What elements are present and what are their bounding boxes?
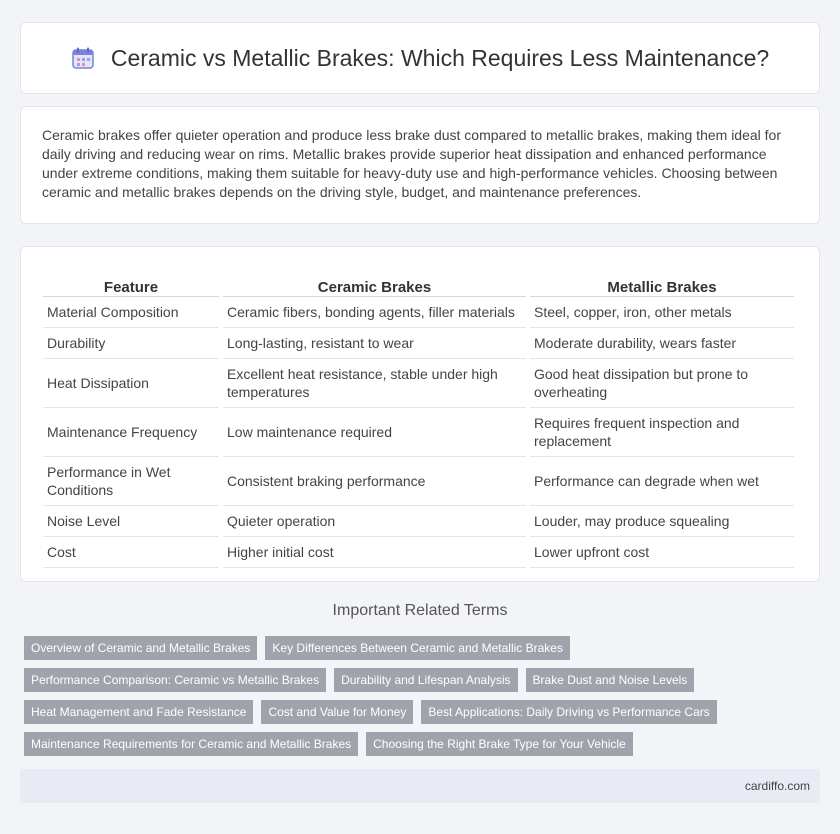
comparison-table (39, 266, 798, 568)
related-term-tag[interactable]: Cost and Value for Money (261, 700, 413, 724)
page-header (20, 22, 820, 94)
table-cell: Low maintenance required (223, 408, 526, 457)
table-row (43, 297, 794, 328)
table-cell: Excellent heat resistance, stable under high temperatures (223, 359, 526, 408)
table-cell: Moderate durability, wears faster (530, 328, 794, 359)
table-cell: Higher initial cost (223, 537, 526, 568)
page-title: Ceramic vs Metallic Brakes: Which Requires Less Maintenance? (110, 44, 770, 71)
table-cell: Heat Dissipation (43, 359, 219, 408)
column-header: Feature (43, 266, 219, 297)
table-row (43, 457, 794, 506)
table-cell: Lower upfront cost (530, 537, 794, 568)
table-cell: Long-lasting, resistant to wear (223, 328, 526, 359)
related-term-tag[interactable]: Heat Management and Fade Resistance (24, 700, 253, 724)
comparison-table-card (20, 246, 820, 582)
related-term-tag[interactable]: Performance Comparison: Ceramic vs Metallic Brakes (24, 668, 326, 692)
calendar-icon (71, 46, 95, 70)
related-term-tag[interactable]: Key Differences Between Ceramic and Metallic Brakes (265, 636, 570, 660)
table-cell: Steel, copper, iron, other metals (530, 297, 794, 328)
table-cell: Requires frequent inspection and replacement (530, 408, 794, 457)
column-header: Ceramic Brakes (223, 266, 526, 297)
table-cell: Material Composition (43, 297, 219, 328)
related-term-tag[interactable]: Choosing the Right Brake Type for Your Vehicle (366, 732, 633, 756)
page-footer (20, 769, 820, 803)
table-row (43, 359, 794, 408)
table-cell: Consistent braking performance (223, 457, 526, 506)
related-term-tag[interactable]: Overview of Ceramic and Metallic Brakes (24, 636, 257, 660)
column-header: Metallic Brakes (530, 266, 794, 297)
related-term-tag[interactable]: Durability and Lifespan Analysis (334, 668, 517, 692)
table-cell: Quieter operation (223, 506, 526, 537)
table-header-row (43, 266, 794, 297)
table-cell: Cost (43, 537, 219, 568)
table-cell: Ceramic fibers, bonding agents, filler materials (223, 297, 526, 328)
table-row (43, 328, 794, 359)
table-cell: Good heat dissipation but prone to overheating (530, 359, 794, 408)
table-cell: Noise Level (43, 506, 219, 537)
table-cell: Performance can degrade when wet (530, 457, 794, 506)
table-cell: Performance in Wet Conditions (43, 457, 219, 506)
related-term-tag[interactable]: Best Applications: Daily Driving vs Performance Cars (421, 700, 716, 724)
intro-paragraph: Ceramic brakes offer quieter operation and produce less brake dust compared to metallic brakes, making them ideal for daily driving and reducing wear on rims. Metallic brakes provide superior heat dissipation and enhanced performance under extreme conditions, making them suitable for heavy-duty use and high-performance vehicles. Choosing between ceramic and metallic brakes depends on the driving style, budget, and maintenance preferences. (20, 106, 820, 224)
related-terms-title: Important Related Terms (332, 602, 508, 619)
related-term-tag[interactable]: Brake Dust and Noise Levels (526, 668, 695, 692)
site-name[interactable]: cardiffo.com (744, 779, 810, 793)
table-row (43, 506, 794, 537)
table-cell: Louder, may produce squealing (530, 506, 794, 537)
table-cell: Maintenance Frequency (43, 408, 219, 457)
related-term-tag[interactable]: Maintenance Requirements for Ceramic and Metallic Brakes (24, 732, 358, 756)
table-row (43, 537, 794, 568)
related-terms-list (24, 636, 824, 764)
table-row (43, 408, 794, 457)
table-cell: Durability (43, 328, 219, 359)
